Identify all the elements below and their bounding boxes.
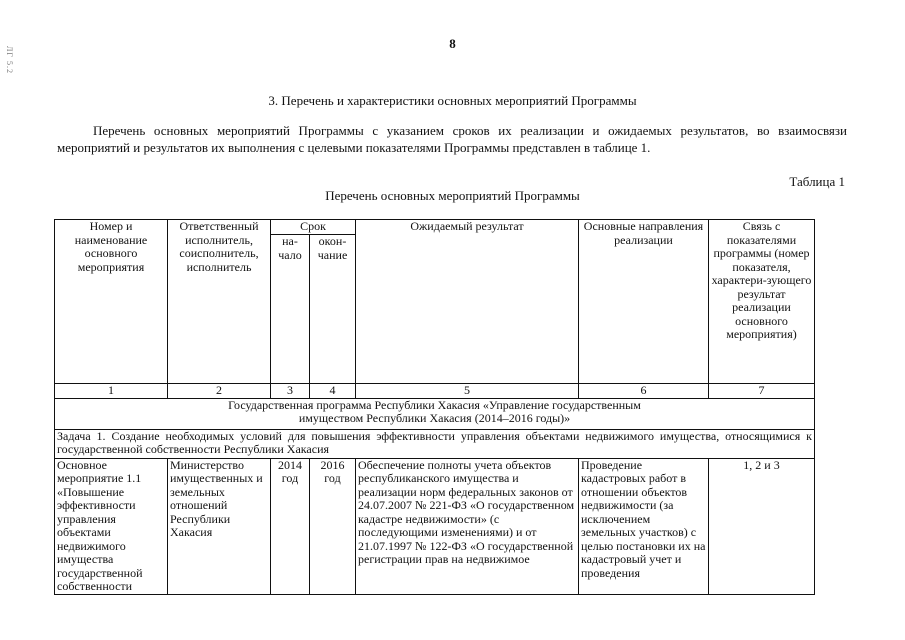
header-end: окон-чание xyxy=(310,235,356,384)
page-number: 8 xyxy=(449,36,456,51)
row1-link: 1, 2 и 3 xyxy=(709,458,815,594)
column-number: 1 xyxy=(55,384,168,399)
column-number: 3 xyxy=(271,384,310,399)
row1-end: 2016 год xyxy=(310,458,356,594)
row1-directions: Проведение кадастровых работ в отношении объектов недвижимости (за исключением земельных участков) с целью постановки их на кадастровый учет и проведения xyxy=(579,458,709,594)
header-start: на-чало xyxy=(271,235,310,384)
table-title: Перечень основных мероприятий Программы xyxy=(325,188,580,203)
table-reference: Таблица 1 xyxy=(789,174,845,189)
column-number: 4 xyxy=(310,384,356,399)
measures-table xyxy=(54,219,815,595)
row1-result: Обеспечение полноты учета объектов республиканского имущества и реализации норм федеральных законов от 24.07.2007 № 221-ФЗ «О государственном кадастре недвижимости» (с последующими изменениями) и от 21.07.1997 № 122-ФЗ «О государственной регистрации прав на недвижимое xyxy=(356,458,579,594)
header-link: Связь с показателями программы (номер показателя, характери-зующего результат реализации основного мероприятия) xyxy=(709,220,815,384)
margin-mark: ЛГ 5.2 xyxy=(5,46,14,75)
row1-start: 2014 год xyxy=(271,458,310,594)
header-measure: Номер и наименование основного мероприятия xyxy=(55,220,168,384)
column-number: 6 xyxy=(579,384,709,399)
column-number: 2 xyxy=(168,384,271,399)
header-executor: Ответственный исполнитель, соисполнитель, исполнитель xyxy=(168,220,271,384)
header-directions: Основные направления реализации xyxy=(579,220,709,384)
row1-executor: Министерство имущественных и земельных отношений Республики Хакасия xyxy=(168,458,271,594)
intro-paragraph: Перечень основных мероприятий Программы с указанием сроков их реализации и ожидаемых результатов, во взаимосвязи мероприятий и результатов их выполнения с целевыми показателями Программы представлен в таблице 1. xyxy=(57,123,847,155)
column-number: 7 xyxy=(709,384,815,399)
program-row: Государственная программа Республики Хакасия «Управление государственным имуществом Республики Хакасия (2014–2016 годы)» xyxy=(55,398,815,429)
section-title: 3. Перечень и характеристики основных мероприятий Программы xyxy=(268,93,637,108)
task-row: Задача 1. Создание необходимых условий для повышения эффективности управления объектами недвижимого имущества, относящимися к государственной собственности Республики Хакасия xyxy=(55,429,815,458)
column-number: 5 xyxy=(356,384,579,399)
row1-measure: Основное мероприятие 1.1 «Повышение эффективности управления объектами недвижимого имущества государственной собственности xyxy=(55,458,168,594)
header-result: Ожидаемый результат xyxy=(356,220,579,384)
header-term: Срок xyxy=(271,220,356,235)
